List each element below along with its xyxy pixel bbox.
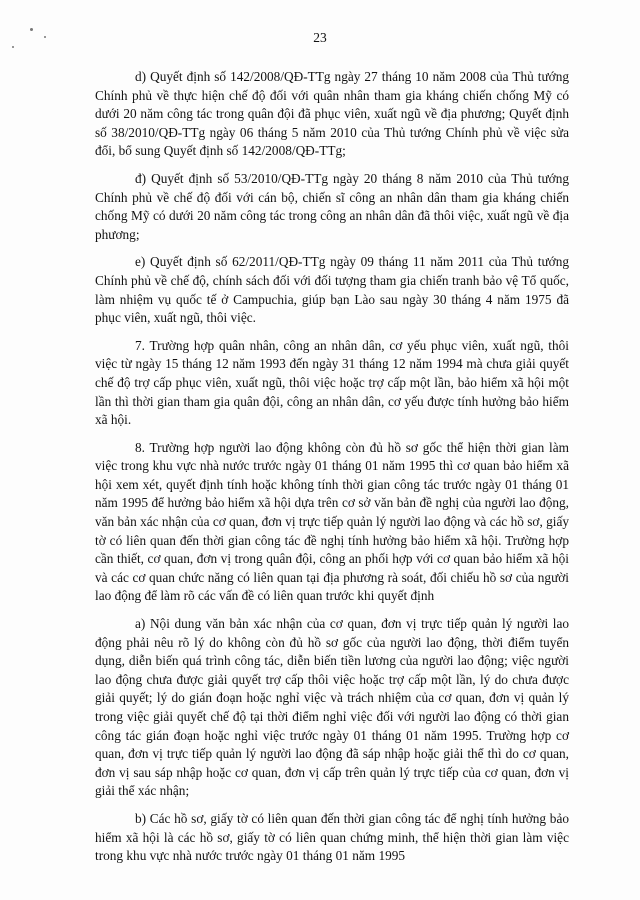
scan-speck xyxy=(12,46,14,48)
page-number: 23 xyxy=(313,30,327,45)
paragraph-item-7: 7. Trường hợp quân nhân, công an nhân dân, cơ yếu phục viên, xuất ngũ, thôi việc từ ngày 15 tháng 12 năm 1993 đến ngày 31 tháng 12 năm 1994 mà chưa giải quyết chế độ trợ cấp phục viên, xuất ngũ, thôi việc hoặc trợ cấp một lần, bảo hiểm xã hội một lần thì thời gian tham gia quân đội, công an nhân dân, cơ yếu được tính hưởng bảo hiểm xã hội. xyxy=(95,337,569,428)
paragraph-dd-decision-53: đ) Quyết định số 53/2010/QĐ-TTg ngày 20 tháng 8 năm 2010 của Thủ tướng Chính phủ về chế độ đối với cán bộ, chiến sĩ công an nhân dân tham gia kháng chiến chống Mỹ có dưới 20 năm công tác trong công an nhân dân đã thôi việc, xuất ngũ về địa phương; xyxy=(95,170,569,242)
paragraph-d-decision-142: d) Quyết định số 142/2008/QĐ-TTg ngày 27 tháng 10 năm 2008 của Thủ tướng Chính phủ về thực hiện chế độ đối với quân nhân tham gia kháng chiến chống Mỹ có dưới 20 năm công tác trong quân đội đã phục viên, xuất ngũ về địa phương; Quyết định số 38/2010/QĐ-TTg ngày 06 tháng 5 năm 2010 của Thủ tướng Chính phủ về việc sửa đổi, bổ sung Quyết định số 142/2008/QĐ-TTg; xyxy=(95,69,569,159)
document-body xyxy=(95,68,569,875)
paragraph-e-decision-62: e) Quyết định số 62/2011/QĐ-TTg ngày 09 tháng 11 năm 2011 của Thủ tướng Chính phủ về chế độ, chính sách đối với đối tượng tham gia chiến tranh bảo vệ Tổ quốc, làm nhiệm vụ quốc tế ở Campuchia, giúp bạn Lào sau ngày 30 tháng 4 năm 1975 đã phục viên, xuất ngũ, thôi việc. xyxy=(95,254,569,326)
paragraph-item-8: 8. Trường hợp người lao động không còn đủ hồ sơ gốc thể hiện thời gian làm việc trong khu vực nhà nước trước ngày 01 tháng 01 năm 1995 thì cơ quan bảo hiểm xã hội xem xét, quyết định tính hoặc không tính thời gian công tác trước ngày 01 tháng 01 năm 1995 để hưởng bảo hiểm xã hội dựa trên cơ sở văn bản đề nghị của người lao động, văn bản xác nhận của cơ quan, đơn vị trực tiếp quản lý người lao động và các hồ sơ, giấy tờ có liên quan đến thời gian công tác đề nghị tính hưởng bảo hiểm xã hội. Trường hợp cần thiết, cơ quan, đơn vị trong quân đội, công an phối hợp với cơ quan bảo hiểm xã hội và các cơ quan chức năng có liên quan tại địa phương rà soát, đối chiếu hồ sơ của người lao động để làm rõ các vấn đề có liên quan trước khi quyết định xyxy=(95,439,569,604)
paragraph-item-8b: b) Các hồ sơ, giấy tờ có liên quan đến thời gian công tác để nghị tính hưởng bảo hiểm xã hội là các hồ sơ, giấy tờ có liên quan chứng minh, thể hiện thời gian làm việc trong khu vực nhà nước trước ngày 01 tháng 01 năm 1995 xyxy=(95,810,569,864)
paragraph-item-8a: a) Nội dung văn bản xác nhận của cơ quan, đơn vị trực tiếp quản lý người lao động phải nêu rõ lý do không còn đủ hồ sơ gốc của người lao động, thời điểm tuyển dụng, diễn biến quá trình công tác, diễn biến tiền lương của người lao động; việc người lao động chưa được giải quyết trợ cấp thôi việc hoặc trợ cấp một lần, lý do chưa được giải quyết; lý do gián đoạn hoặc nghỉ việc và trách nhiệm của cơ quan, đơn vị quản lý trong việc giải quyết chế độ tại thời điểm nghỉ việc đối với người lao động có thời gian công tác gián đoạn hoặc nghỉ việc trước ngày 01 tháng 01 năm 1995. Trường hợp cơ quan, đơn vị trực tiếp quản lý người lao động đã sáp nhập hoặc giải thể thì do cơ quan, đơn vị sau sáp nhập hoặc cơ quan, đơn vị cấp trên quản lý trực tiếp của cơ quan, đơn vị giải thể xác nhận; xyxy=(95,616,569,799)
